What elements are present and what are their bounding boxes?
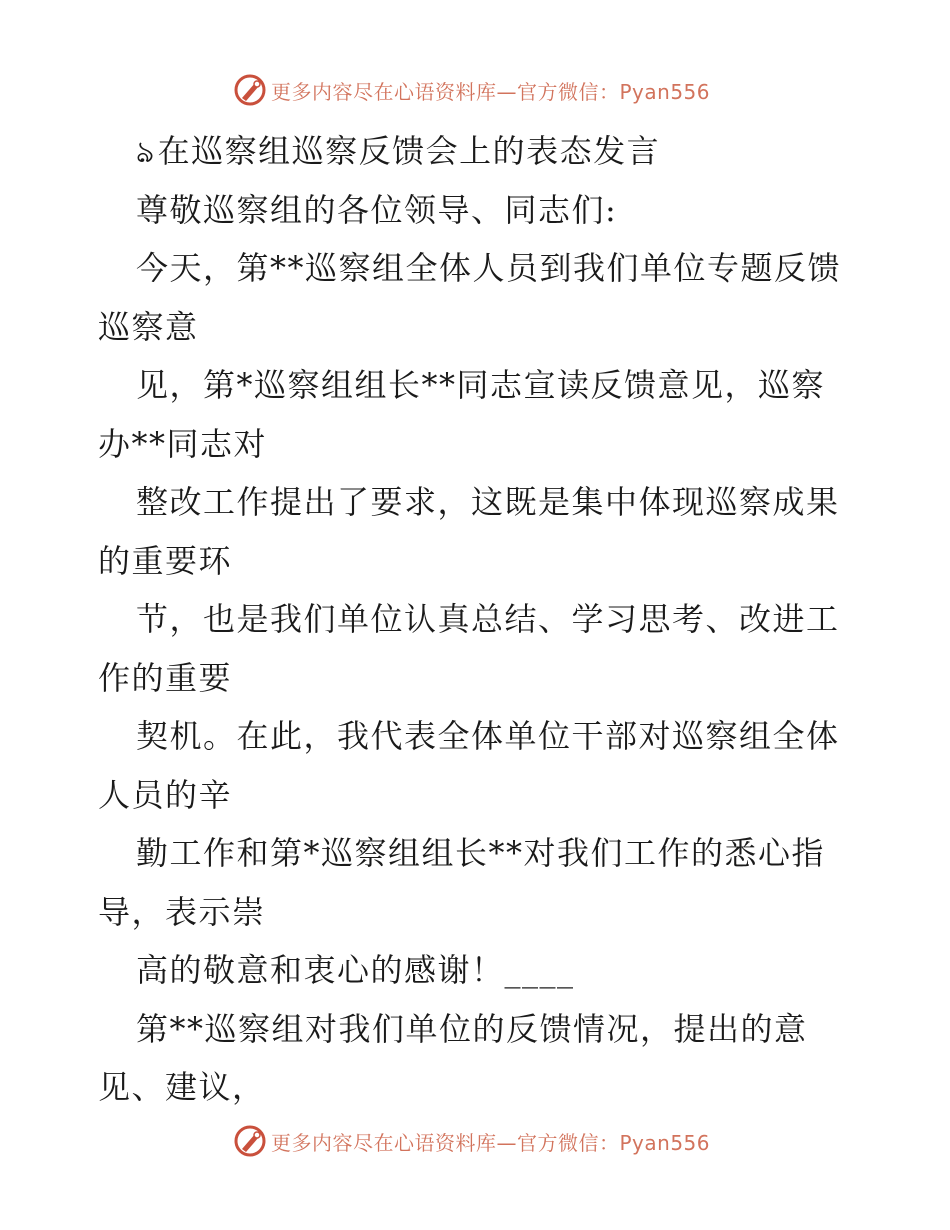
paragraph-line: 契机。在此，我代表全体单位干部对巡察组全体 (136, 717, 840, 755)
salutation: 尊敬巡察组的各位领导、同志们: (136, 190, 618, 229)
paragraph-line: 今天，第**巡察组全体人员到我们单位专题反馈 (136, 249, 842, 287)
footer-watermark (233, 1121, 710, 1161)
paragraph-line: 见、建议， (98, 1068, 266, 1106)
paragraph-line: 整改工作提出了要求，这既是集中体现巡察成果 (136, 483, 840, 521)
header-watermark (233, 70, 710, 110)
watermark-text: 更多内容尽在心语资料库—官方微信：Pyan556 (271, 1130, 711, 1155)
title-text: 在巡察组巡察反馈会上的表态发言 (157, 132, 661, 170)
pen-seal-icon (233, 1124, 267, 1158)
paragraph-line: 巡察意 (98, 307, 199, 346)
paragraph-line: 见，第*巡察组组长**同志宣读反馈意见，巡察 (136, 366, 826, 404)
paragraph-line: 的重要环 (98, 541, 233, 580)
paragraph-line: 人员的辛 (98, 775, 233, 814)
paragraph-line: 高的敬意和衷心的感谢！____ (136, 951, 575, 989)
pen-seal-icon (233, 73, 267, 107)
document-title (98, 122, 898, 181)
paragraph-line: 办**同志对 (98, 424, 268, 463)
document-body (98, 122, 898, 1117)
paragraph-line: 第**巡察组对我们单位的反馈情况，提出的意 (136, 1009, 808, 1048)
paragraph-line: 勤工作和第*巡察组组长**对我们工作的悉心指 (136, 834, 826, 872)
flourish-icon: ঌ (136, 135, 156, 170)
paragraph-line: 作的重要 (98, 658, 233, 697)
paragraph-line: 导，表示崇 (98, 892, 266, 931)
paragraph-line: 节，也是我们单位认真总结、学习思考、改进工 (136, 600, 840, 638)
watermark-text: 更多内容尽在心语资料库—官方微信：Pyan556 (271, 79, 711, 104)
